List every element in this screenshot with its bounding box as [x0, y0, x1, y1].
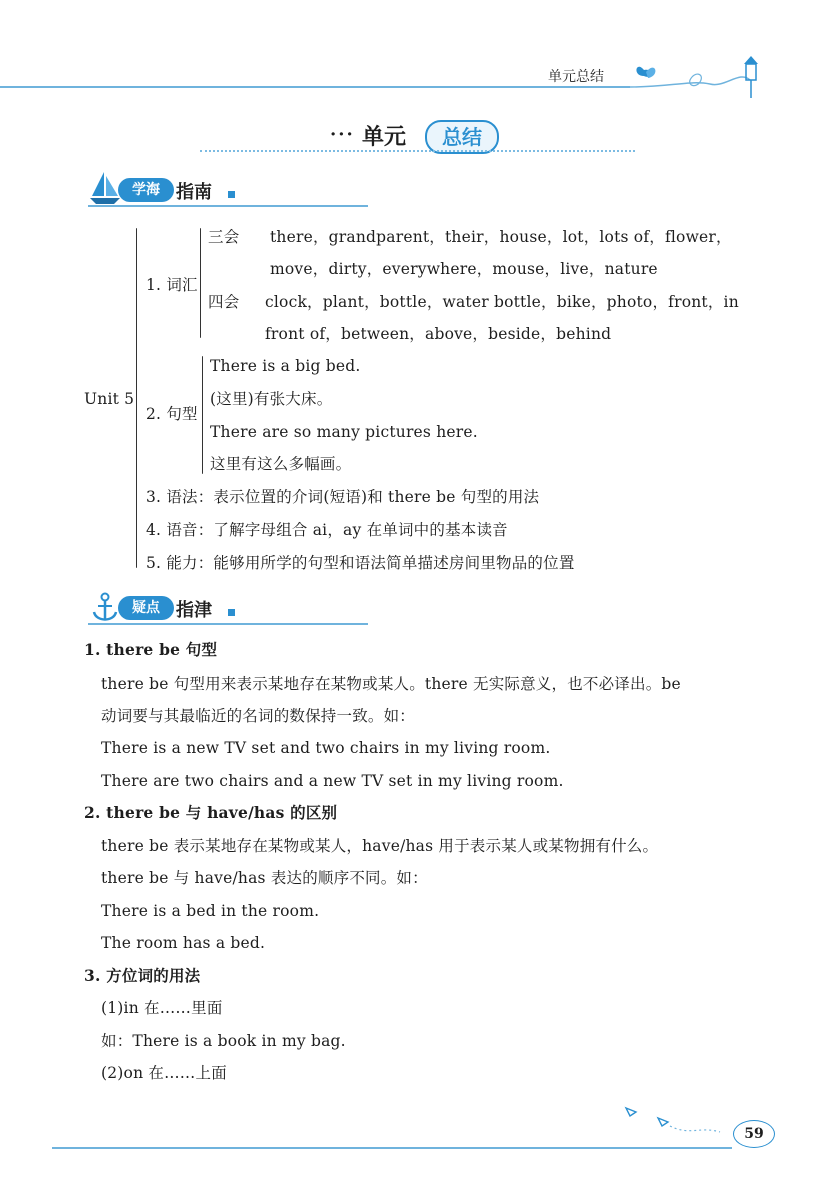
section1-rule [88, 205, 368, 207]
header-rule [0, 86, 630, 88]
section1-title: 指南 [176, 182, 212, 203]
note-line: there be 句型用来表示某地存在某物或某人。there 无实际意义，也不必译出。be [101, 675, 681, 693]
section2-square [228, 609, 235, 616]
footer-rule [52, 1147, 732, 1149]
unit-label: Unit 5 [84, 390, 135, 408]
section2-title: 指津 [176, 600, 212, 621]
section2-pill: 疑点 [118, 596, 174, 620]
sanhui-line1: there，grandparent，their，house，lot，lots of，flower， [270, 228, 732, 246]
sentence-line: There are so many pictures here. [210, 423, 478, 441]
title-underline [200, 150, 635, 152]
anchor-icon [90, 592, 120, 626]
sihui-line1: clock，plant，bottle，water bottle，bike，photo，front，in [265, 293, 739, 311]
sanhui-label: 三会 [208, 228, 240, 246]
sentence-label: 2. 句型 [146, 405, 198, 423]
sentence-line: (这里)有张大床。 [210, 390, 333, 408]
note-heading: 1. there be 句型 [84, 640, 218, 659]
note-line: (2)on 在……上面 [101, 1064, 227, 1082]
outline-point: 4. 语音：了解字母组合 ai，ay 在单词中的基本读音 [146, 521, 508, 539]
sihui-line2: front of，between，above，beside，behind [265, 325, 612, 343]
unit-brace [136, 228, 137, 568]
title-dots: ··· [330, 124, 355, 145]
note-heading: 3. 方位词的用法 [84, 966, 201, 985]
note-line: The room has a bed. [101, 934, 266, 952]
vocab-brace [200, 228, 201, 338]
sentence-brace [202, 356, 203, 474]
section-tag: 单元总结 [548, 69, 604, 85]
note-line: There is a new TV set and two chairs in my living room. [101, 739, 551, 757]
page-title-part2: 总结 [425, 120, 499, 154]
note-line: There are two chairs and a new TV set in my living room. [101, 772, 564, 790]
note-line: 动词要与其最临近的名词的数保持一致。如： [101, 707, 416, 725]
note-line: there be 表示某地存在某物或某人，have/has 用于表示某人或某物拥有什么。 [101, 837, 659, 855]
section1-pill: 学海 [118, 178, 174, 202]
note-line: 如：There is a book in my bag. [101, 1032, 346, 1050]
sentence-line: 这里有这么多幅画。 [210, 455, 352, 473]
sailboat-icon [88, 168, 122, 208]
page-title-part1: 单元 [362, 125, 407, 150]
sentence-line: There is a big bed. [210, 357, 361, 375]
outline-point: 5. 能力：能够用所学的句型和语法简单描述房间里物品的位置 [146, 554, 575, 572]
outline-point: 3. 语法：表示位置的介词(短语)和 there be 句型的用法 [146, 488, 540, 506]
section1-square [228, 191, 235, 198]
note-heading: 2. there be 与 have/has 的区别 [84, 803, 338, 822]
butterfly-lamp-decoration-icon [630, 50, 770, 100]
birds-decoration-icon [620, 1096, 730, 1140]
note-line: There is a bed in the room. [101, 902, 320, 920]
note-line: there be 与 have/has 表达的顺序不同。如： [101, 869, 428, 887]
section2-rule [88, 623, 368, 625]
vocab-label: 1. 词汇 [146, 276, 198, 294]
sihui-label: 四会 [208, 293, 240, 311]
note-line: (1)in 在……里面 [101, 999, 223, 1017]
page-number: 59 [733, 1120, 775, 1148]
sanhui-line2: move，dirty，everywhere，mouse，live，nature [270, 260, 658, 278]
